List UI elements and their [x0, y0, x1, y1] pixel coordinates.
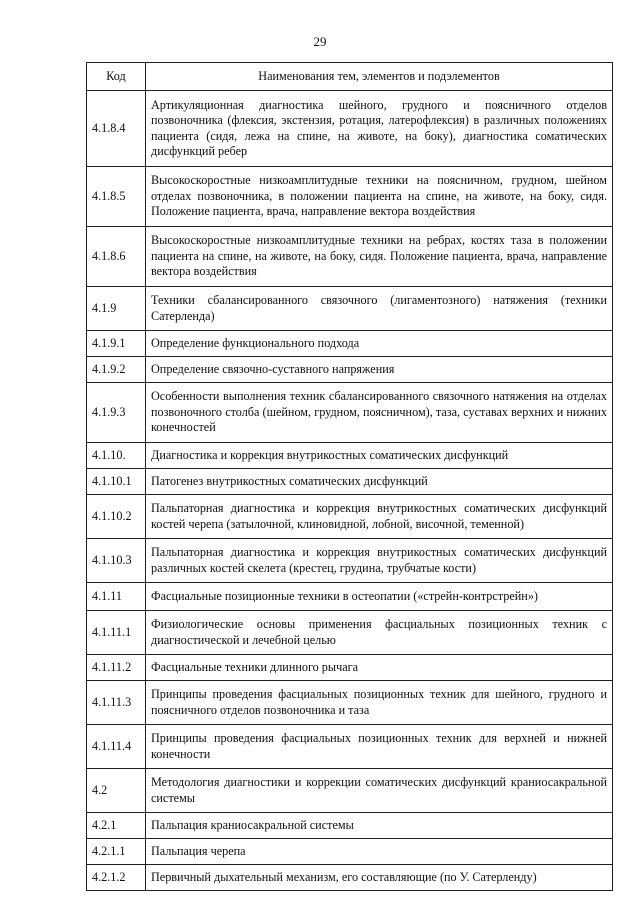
- table-row: [87, 227, 613, 287]
- row-name: Первичный дыхательный механизм, его составляющие (по У. Сатерленду): [146, 865, 613, 891]
- row-code: 4.1.10.: [87, 443, 146, 469]
- row-code: 4.1.10.1: [87, 469, 146, 495]
- row-code: 4.2.1.1: [87, 839, 146, 865]
- row-name: Методология диагностики и коррекции соматических дисфункций краниосакральной системы: [146, 769, 613, 813]
- table-row: [87, 167, 613, 227]
- table-row: [87, 839, 613, 865]
- row-code: 4.1.8.6: [87, 227, 146, 287]
- row-code: 4.1.11.1: [87, 611, 146, 655]
- row-name: Принципы проведения фасциальных позиционных техник для верхней и нижней конечности: [146, 725, 613, 769]
- row-name: Пальпация черепа: [146, 839, 613, 865]
- table-row: [87, 443, 613, 469]
- table-row: [87, 813, 613, 839]
- row-code: 4.1.11.2: [87, 655, 146, 681]
- row-name: Пальпаторная диагностика и коррекция внутрикостных соматических дисфункций костей черепа (затылочной, клиновидной, лобной, височной, теменной): [146, 495, 613, 539]
- row-name: Физиологические основы применения фасциальных позиционных техник с диагностической и лечебной целью: [146, 611, 613, 655]
- row-code: 4.1.9: [87, 287, 146, 331]
- row-name: Диагностика и коррекция внутрикостных соматических дисфункций: [146, 443, 613, 469]
- row-name: Пальпаторная диагностика и коррекция внутрикостных соматических дисфункций различных костей скелета (крестец, грудина, трубчатые кости): [146, 539, 613, 583]
- table-row: [87, 383, 613, 443]
- row-code: 4.1.9.1: [87, 331, 146, 357]
- row-name: Патогенез внутрикостных соматических дисфункций: [146, 469, 613, 495]
- row-code: 4.1.11: [87, 583, 146, 611]
- header-code: Код: [87, 63, 146, 91]
- page-number: 29: [313, 34, 327, 49]
- row-code: 4.2.1: [87, 813, 146, 839]
- row-code: 4.2.1.2: [87, 865, 146, 891]
- row-name: Пальпация краниосакральной системы: [146, 813, 613, 839]
- row-name: Принципы проведения фасциальных позиционных техник для шейного, грудного и поясничного отделов позвоночника и таза: [146, 681, 613, 725]
- row-code: 4.1.10.3: [87, 539, 146, 583]
- row-code: 4.1.10.2: [87, 495, 146, 539]
- table-row: [87, 681, 613, 725]
- table-row: [87, 769, 613, 813]
- table-row: [87, 539, 613, 583]
- table-row: [87, 583, 613, 611]
- row-name: Артикуляционная диагностика шейного, грудного и поясничного отделов позвоночника (флексия, экстензия, ротация, латерофлексия) в различных положениях пациента (сидя, лежа на спине, на животе, на боку), диагностика соматических дисфункций ребер: [146, 91, 613, 167]
- header-name: Наименования тем, элементов и подэлементов: [146, 63, 613, 91]
- row-code: 4.1.9.2: [87, 357, 146, 383]
- row-code: 4.1.11.4: [87, 725, 146, 769]
- table-row: [87, 357, 613, 383]
- row-code: 4.2: [87, 769, 146, 813]
- table-header-row: [87, 63, 613, 91]
- topics-table: [86, 62, 613, 891]
- row-name: Фасциальные позиционные техники в остеопатии («стрейн-контрстрейн»): [146, 583, 613, 611]
- row-code: 4.1.11.3: [87, 681, 146, 725]
- table-row: [87, 469, 613, 495]
- row-name: Особенности выполнения техник сбалансированного связочного натяжения на отделах позвоночного столба (шейном, грудном, поясничном), таза, суставах верхних и нижних конечностей: [146, 383, 613, 443]
- row-name: Фасциальные техники длинного рычага: [146, 655, 613, 681]
- table-row: [87, 495, 613, 539]
- row-name: Техники сбалансированного связочного (лигаментозного) натяжения (техники Сатерленда): [146, 287, 613, 331]
- table-row: [87, 611, 613, 655]
- table-row: [87, 655, 613, 681]
- row-code: 4.1.8.4: [87, 91, 146, 167]
- row-name: Определение функционального подхода: [146, 331, 613, 357]
- row-name: Высокоскоростные низкоамплитудные техники на поясничном, грудном, шейном отделах позвоночника, в положении пациента на спине, на животе, на боку, сидя. Положение пациента, врача, направление вектора воздействия: [146, 167, 613, 227]
- table-row: [87, 91, 613, 167]
- table-row: [87, 865, 613, 891]
- row-name: Определение связочно-суставного напряжения: [146, 357, 613, 383]
- row-code: 4.1.8.5: [87, 167, 146, 227]
- table-row: [87, 287, 613, 331]
- table-row: [87, 725, 613, 769]
- table-row: [87, 331, 613, 357]
- row-code: 4.1.9.3: [87, 383, 146, 443]
- row-name: Высокоскоростные низкоамплитудные техники на ребрах, костях таза в положении пациента на спине, на животе, на боку, сидя. Положение пациента, врача, направление вектора воздействия: [146, 227, 613, 287]
